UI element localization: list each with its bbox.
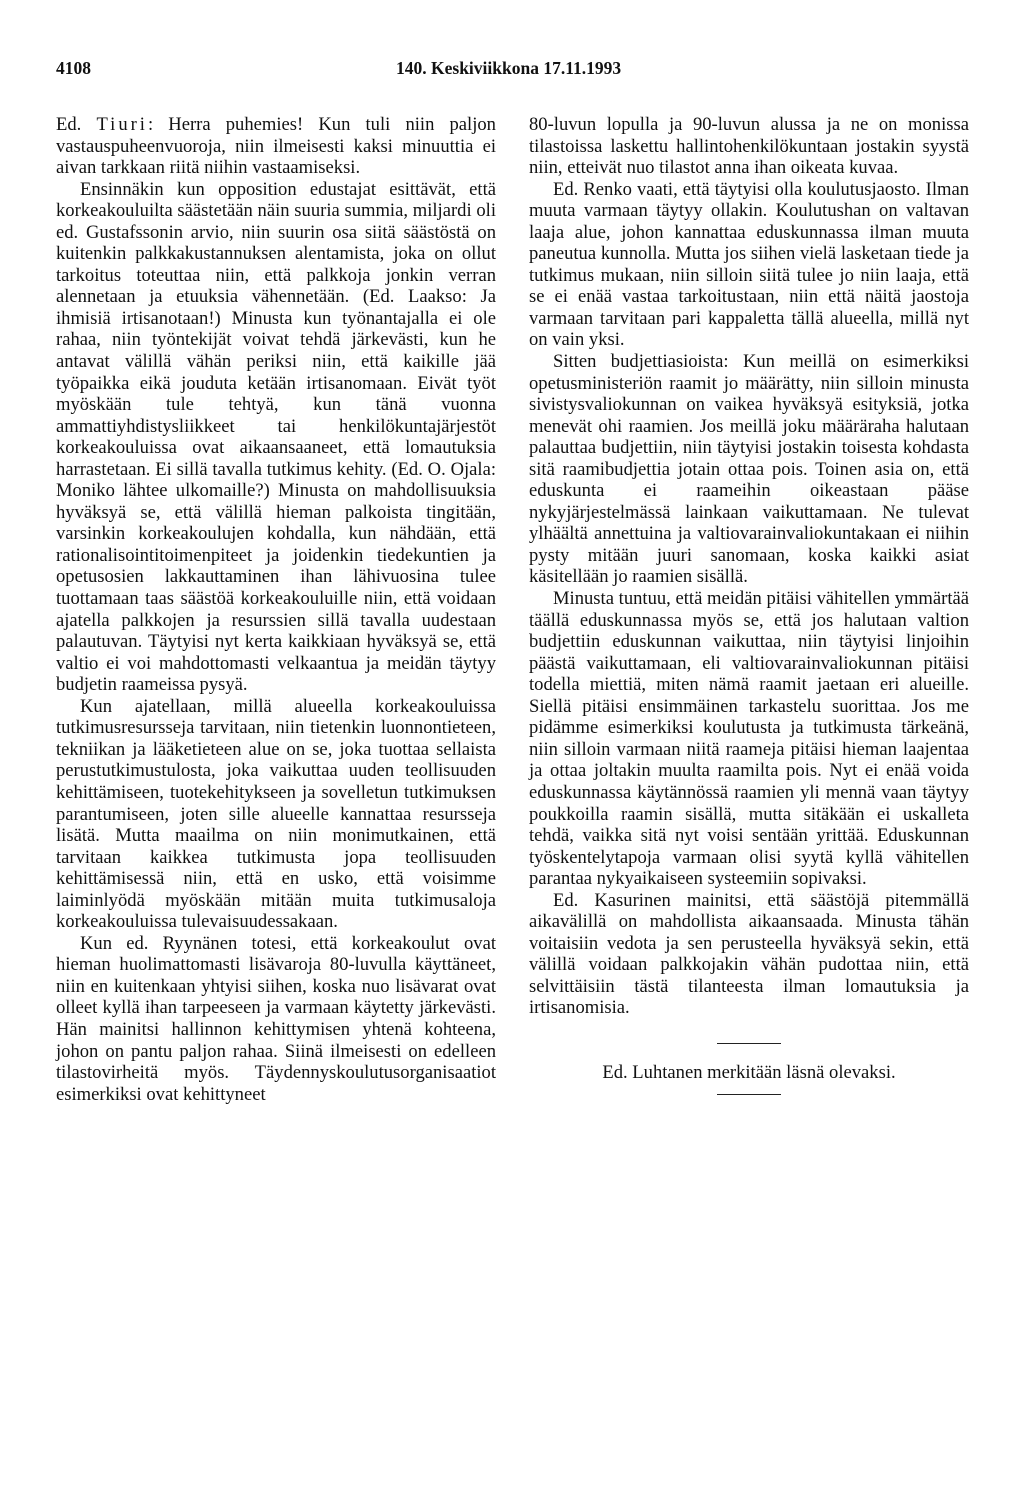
- page-header: [56, 58, 970, 84]
- paragraph: Kun ed. Ryynänen totesi, että korkeakoulut ovat hieman huolimattomasti lisävaroja 80-luvulla käyttäneet, niin en kuitenkaan yhtyisi siihen, koska nuo lisävarat ovat olleet kyllä ihan tarpeeseen ja varmaan käytetty järkevästi. Hän mainitsi hallinnon kehittymisen yhtenä kohteena, johon on pantu paljon rahaa. Siinä ilmeisesti on edelleen tilastovirheitä myös. Täydennyskoulutusorganisaatiot esimerkiksi ovat kehittyneet: [56, 932, 496, 1105]
- paragraph: Ed. Kasurinen mainitsi, että säästöjä pitemmällä aikavälillä on mahdollista aikaansaada. Minusta tähän voitaisiin vedota ja sen perusteella hyväksyä sekin, että välillä voidaan palkkojakin vähän pudottaa niin, että selvittäisiin tästä tilanteesta ilman lomautuksia ja irtisanomisia.: [529, 889, 969, 1019]
- paragraph: Sitten budjettiasioista: Kun meillä on esimerkiksi opetusministeriön raamit jo määrätty, niin silloin minusta sivistysvaliokunnan on vaikea hyväksyä esityksiä, jotka menevät ohi raamien. Jos meillä joku määräraha halutaan palauttaa budjettiin, niin täytyisi jostakin toisesta kohdasta sitä raamibudjettia jotain ottaa pois. Toinen asia on, että eduskunta ei raameihin oikeastaan pääse nykyjärjestelmässä lainkaan vaikuttamaan. Ne tulevat ylhäältä annettuina ja valtiovarainvaliokuntakaan ei niihin pysty mitään juuri sanomaan, koska kaikki asiat käsitellään jo raamien sisällä.: [529, 351, 969, 588]
- speaker-name: Tiuri: [96, 114, 148, 135]
- speech-opening-text: Herra puhemies! Kun tuli niin paljon vastauspuheenvuoroja, niin ilmeisesti kaksi minuuttia ei aivan tarkkaan riitä niihin vastaamiseksi.: [56, 114, 496, 179]
- page-number: 4108: [56, 58, 91, 78]
- paragraph: Ed. Renko vaati, että täytyisi olla koulutusjaosto. Ilman muuta varmaan täytyy ollakin. Koulutushan on valtavan laaja alue, johon kannattaa eduskunnassa ilman muuta paneutua kunnolla. Mutta jos siihen vielä lasketaan tiede ja tutkimus mukaan, niin silloin siitä tulee jo niin laaja, että se ei enää vastaa tarkoitustaan, niin että näitä jaostoja varmaan tarvitaan pari kappaletta tällä alueella, millä nyt on vain yksi.: [529, 178, 969, 351]
- section-divider: [717, 1094, 781, 1095]
- paragraph: Ensinnäkin kun opposition edustajat esittävät, että korkeakouluilta säästetään näin suuria summia, miljardi oli ed. Gustafssonin arvio, niin suurin osa siitä säästöstä on kuitenkin palkkakustannuksen alentamista, joka on ollut tarkoitus toteuttaa niin, että palkkoja jonkin verran alennetaan ja etuuksia vähennetään. (Ed. Laakso: Ja ihmisiä irtisanotaan!) Minusta kun työnantajalla ei ole rahaa, niin työntekijät voivat tehdä järkevästi, kun he antavat välillä vähän periksi niin, että kaikille jää työpaikka eikä jouduta ketään irtisanomaan. Eivät työt myöskään tule tehtyä, kun tänä vuonna ammattiyhdistysliikkeet tai henkilökuntajärjestöt korkeakouluissa ovat aikaansaaneet, että lomautuksia harrastetaan. Ei sillä tavalla tutkimus kehity. (Ed. O. Ojala: Moniko lähtee ulkomaille?) Minusta on mahdollisuuksia hyväksyä se, että välillä hieman palkoista tingitään, varsinkin korkeakoulujen kohdalla, kun nähdään, että rationalisointitoimenpiteet ja joidenkin tiedekuntien ja opetusosien lakkauttaminen ihan lähivuosina tulee tuottamaan taas säästöä korkeakouluille niin, että voidaan ajatella palkkojen ja resurssien sillä tavalla uudestaan palautuvan. Täytyisi nyt kerta kaikkiaan hyväksyä se, että valtio ei voi mahdottomasti velkaantua ja meidän täytyy budjetin raameissa pysyä.: [56, 178, 496, 696]
- paragraph-continued: 80-luvun lopulla ja 90-luvun alussa ja ne on monissa tilastoissa laskettu hallintohenkilökuntaan jostakin syystä niin, etteivät nuo tilastot anna ihan oikeata kuvaa.: [529, 114, 969, 179]
- speaker-prefix: Ed.: [56, 114, 82, 135]
- session-title: 140. Keskiviikkona 17.11.1993: [396, 58, 622, 78]
- paragraph: Kun ajatellaan, millä alueella korkeakouluissa tutkimusresursseja tarvitaan, niin tietenkin luonnontieteen, tekniikan ja lääketieteen alue on se, joka tuottaa sellaista perustutkimustulosta, joka vaikuttaa uuden teollisuuden kehittämiseen, tuotekehitykseen ja sovelletun tutkimuksen parantumiseen, joten sille alueelle kannattaa resursseja lisätä. Mutta maailma on niin monimutkainen, että tarvitaan kaikkea tutkimusta jopa teollisuuden kehittämisessä niin, että en usko, että voisimme laiminlyödä myöskään mitään muita tutkimusaloja korkeakouluissa tulevaisuudessakaan.: [56, 695, 496, 933]
- speaker-suffix: :: [147, 114, 154, 135]
- paragraph: Minusta tuntuu, että meidän pitäisi vähitellen ymmärtää täällä eduskunnassa myös se, että jos halutaan valtion budjettiin eduskunnan vaikuttaa, niin täytyisi linjoihin päästä vaikuttamaan, eli valtiovarainvaliokunnan pitäisi todella miettiä, miten nämä raamit jaetaan eri alueille. Siellä pitäisi ensimmäinen tarkastelu suorittaa. Jos me pidämme esimerkiksi koulutusta ja tutkimusta tärkeänä, niin silloin varmaan niitä raameja pitäisi hieman laajentaa ja ottaa joltakin muulta raamilta pois. Nyt ei enää voida eduskunnassa käytännössä raamien yli mennä vaan täytyy poukkoilla raamin sisällä, mutta sitäkään ei uskalleta tehdä, vaikka sitä nyt voisi sentään yrittää. Eduskunnan työskentelytapoja varmaan olisi syytä kyllä vähitellen parantaa nykyaikaiseen systeemiin sopivaksi.: [529, 588, 969, 890]
- right-column: [529, 114, 969, 1095]
- left-column: [56, 114, 496, 1105]
- section-divider: [717, 1043, 781, 1044]
- closing-note: Ed. Luhtanen merkitään läsnä olevaksi.: [602, 1061, 896, 1083]
- speech-opening-paragraph: [56, 114, 496, 179]
